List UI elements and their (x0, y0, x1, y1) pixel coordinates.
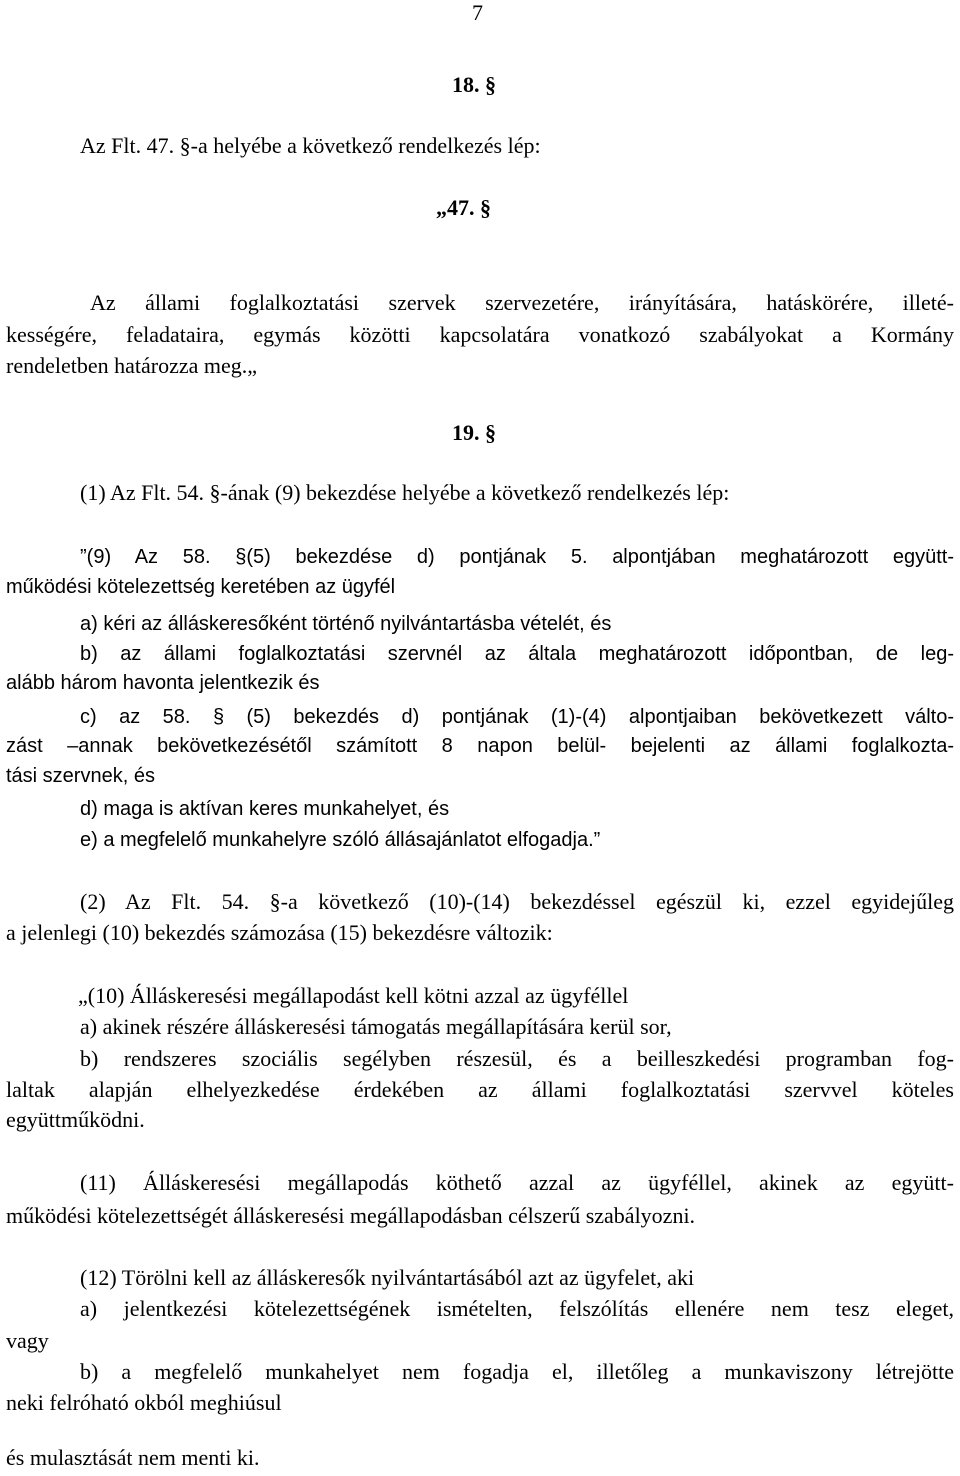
p9-line: működési kötelezettség keretében az ügyfél (6, 576, 396, 598)
p10-line: laltak alapján elhelyezkedése érdekében az állami foglalkoztatási szervvel köteles (6, 1077, 954, 1102)
p9-line: zást –annak bekövetkezésétől számított 8 napon belül- bejelenti az állami foglalkozta- (6, 735, 954, 757)
p10-line: együttműködni. (6, 1107, 145, 1132)
section18-intro: Az Flt. 47. §-a helyébe a következő rendelkezés lép: (80, 133, 541, 158)
p2-line: a jelenlegi (10) bekezdés számozása (15) bekezdésre változik: (6, 920, 553, 945)
p12-line: (12) Törölni kell az álláskeresők nyilvántartásából azt az ügyfelet, aki (80, 1265, 695, 1290)
section18-para-line: kességére, feladataira, egymás közötti kapcsolatára vonatkozó szabályokat a Kormány (6, 322, 954, 347)
p9-line: tási szervnek, és (6, 765, 155, 787)
p10-line: b) rendszeres szociális segélyben részesül, és a beilleszkedési programban fog- (80, 1046, 954, 1071)
p10-line: „(10) Álláskeresési megállapodást kell kötni azzal az ügyféllel (78, 983, 629, 1008)
quoted-heading-47: „47. § (436, 195, 491, 220)
p12-line: neki felróható okból meghiúsul (6, 1390, 282, 1415)
p9-line: b) az állami foglalkoztatási szervnél az általa meghatározott időpontban, de leg- (80, 643, 954, 665)
section18-para-line: rendeletben határozza meg.„ (6, 353, 258, 378)
p12-line: b) a megfelelő munkahelyet nem fogadja el, illetőleg a munkaviszony létrejötte (80, 1359, 954, 1384)
section18-para-line: Az állami foglalkoztatási szervek szervezetére, irányítására, hatáskörére, illeté- (90, 290, 954, 315)
p2-line: (2) Az Flt. 54. §-a következő (10)-(14) bekezdéssel egészül ki, ezzel egyidejűleg (80, 889, 954, 914)
p11-line: működési kötelezettségét álláskeresési megállapodásban célszerű szabályozni. (6, 1203, 696, 1228)
p10-line: a) akinek részére álláskeresési támogatás megállapítására kerül sor, (80, 1014, 672, 1039)
p9-line: c) az 58. § (5) bekezdés d) pontjának (1)-(4) alpontjaiban bekövetkezett válto- (80, 706, 954, 728)
p12-line: és mulasztását nem menti ki. (6, 1445, 260, 1470)
p9-line: d) maga is aktívan keres munkahelyet, és (80, 798, 450, 820)
section19-p1-intro: (1) Az Flt. 54. §-ának (9) bekezdése helyébe a következő rendelkezés lép: (80, 480, 730, 505)
p11-line: (11) Álláskeresési megállapodás köthető azzal az ügyféllel, akinek az együtt- (80, 1170, 954, 1195)
p9-line: a) kéri az álláskeresőként történő nyilvántartásba vételét, és (80, 613, 612, 635)
p9-line: alább három havonta jelentkezik és (6, 672, 320, 694)
section-heading-18: 18. § (452, 72, 496, 97)
p12-line: a) jelentkezési kötelezettségének ismételten, felszólítás ellenére nem tesz eleget, (80, 1296, 954, 1321)
p9-line: e) a megfelelő munkahelyre szóló állásajánlatot elfogadja.” (80, 829, 601, 851)
section-heading-19: 19. § (452, 420, 496, 445)
p12-line: vagy (6, 1328, 49, 1353)
p9-line: ”(9) Az 58. §(5) bekezdése d) pontjának 5. alpontjában meghatározott együtt- (80, 546, 954, 568)
document-page: 7 18. § Az Flt. 47. §-a helyébe a következő rendelkezés lép: „47. § Az állami foglalkoztatási szervek szervezetére, irányítására, hatáskörére, illeté- kességére, feladataira, egymás közötti kapcsolatára vonatkozó szabályokat a Kormány rendeletben határozza meg.„ 19. § (1) Az Flt. 54. §-ának (9) bekezdése helyébe a következő rendelkezés lép: ”(9) Az 58. §(5) bekezdése d) pontjának 5. alpontjában meghatározott együtt- működési kötelezettség keretében az ügyfél a) kéri az álláskeresőként történő nyilvántartásba vételét, és b) az állami foglalkoztatási szervnél az általa meghatározott időpontban, de leg- alább három havonta jelentkezik és c) az 58. § (5) bekezdés d) pontjának (1)-(4) alpontjaiban bekövetkezett válto- zást –annak bekövetkezésétől számított 8 napon belül- bejelenti az állami foglalkozta- tási szervnek, és d) maga is aktívan keres munkahelyet, és e) a megfelelő munkahelyre szóló állásajánlatot elfogadja.” (2) Az Flt. 54. §-a következő (10)-(14) bekezdéssel egészül ki, ezzel egyidejűleg a jelenlegi (10) bekezdés számozása (15) bekezdésre változik: „(10) Álláskeresési megállapodást kell kötni azzal az ügyféllel a) akinek részére álláskeresési támogatás megállapítására kerül sor, b) rendszeres szociális segélyben részesül, és a beilleszkedési programban fog- laltak alapján elhelyezkedése érdekében az állami foglalkoztatási szervvel köteles együttműködni. (11) Álláskeresési megállapodás köthető azzal az ügyféllel, akinek az együtt- működési kötelezettségét álláskeresési megállapodásban célszerű szabályozni. (12) Törölni kell az álláskeresők nyilvántartásából azt az ügyfelet, aki a) jelentkezési kötelezettségének ismételten, felszólítás ellenére nem tesz eleget, vagy b) a megfelelő munkahelyet nem fogadja el, illetőleg a munkaviszony létrejötte neki felróható okból meghiúsul és mulasztását nem menti ki. (6, 0, 954, 1470)
